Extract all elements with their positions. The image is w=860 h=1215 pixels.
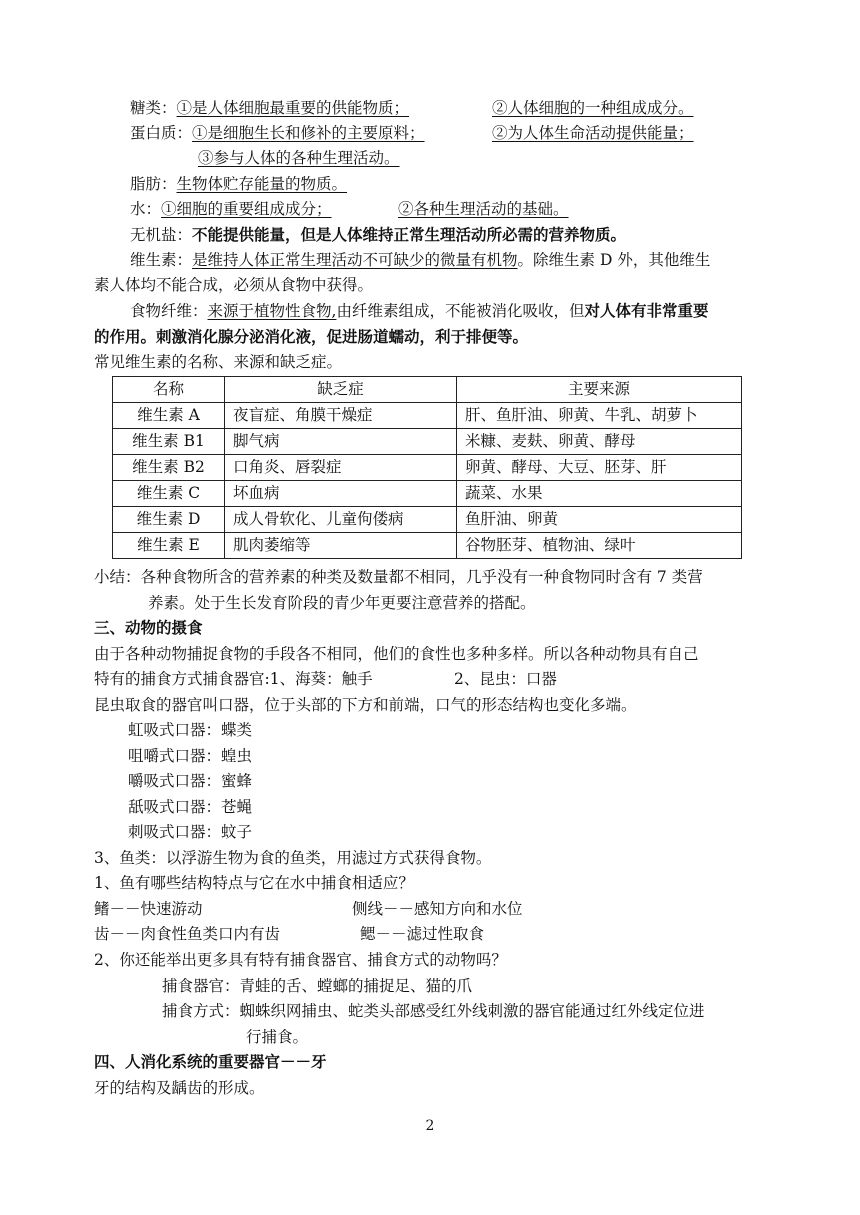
vitamin-line-2: 素人体均不能合成，必须从食物中获得。 [94, 276, 374, 294]
fiber-point-1: 来源于植物性食物, [207, 302, 337, 320]
vitamin-deficiency: 脚气病 [225, 429, 457, 455]
fat-point-1: 生物体贮存能量的物质。 [176, 175, 348, 193]
vitamin-source: 肝、鱼肝油、卵黄、牛乳、胡萝卜 [457, 403, 742, 429]
question-1: 1、鱼有哪些结构特点与它在水中捕食相适应？ [94, 874, 414, 892]
mouthpart-item: 刺吸式口器：蚊子 [128, 823, 253, 841]
fiber-label: 食物纤维： [130, 302, 208, 320]
vitamin-name: 维生素 C [113, 481, 225, 507]
fat-label: 脂肪： [130, 175, 177, 193]
vitamin-deficiency: 成人骨软化、儿童佝偻病 [225, 507, 457, 533]
vitamin-name: 维生素 E [113, 533, 225, 559]
protein-point-1: ①是细胞生长和修补的主要原料； [192, 124, 425, 142]
header-source: 主要来源 [457, 377, 742, 403]
sugar-label: 糖类： [130, 99, 177, 117]
table-header-row [113, 377, 742, 403]
sugar-point-2: ②人体细胞的一种组成成分。 [492, 99, 694, 117]
mineral-label: 无机盐： [130, 226, 193, 244]
water-point-1: ①细胞的重要组成成分； [161, 200, 332, 218]
mouthpart-item: 舐吸式口器：苍蝇 [128, 798, 253, 816]
mineral-line [130, 224, 626, 246]
mouthpart-item: 嚼吸式口器：蜜蜂 [128, 772, 253, 790]
vitamin-name: 维生素 A [113, 403, 225, 429]
water-point-2: ②各种生理活动的基础。 [398, 200, 569, 218]
vitamin-source: 卵黄、酵母、大豆、胚芽、肝 [457, 455, 742, 481]
table-row [113, 481, 742, 507]
vitamin-deficiency: 肌肉萎缩等 [225, 533, 457, 559]
mouthpart-item: 咀嚼式口器：蝗虫 [128, 747, 253, 765]
section4-heading: 四、人消化系统的重要器官－－牙 [94, 1052, 327, 1071]
vitamin-source: 鱼肝油、卵黄 [457, 507, 742, 533]
protein-label: 蛋白质： [130, 124, 193, 142]
fiber-line-2: 的作用。刺激消化腺分泌消化液，促进肠道蠕动，利于排便等。 [94, 327, 529, 346]
summary-line-2: 养素。处于生长发育阶段的青少年更要注意营养的搭配。 [148, 594, 536, 612]
sugar-line [130, 97, 409, 119]
vitamin-label: 维生素： [130, 251, 193, 269]
lateral-line: 侧线－－感知方向和水位 [352, 900, 523, 918]
fin-line: 鳍－－快速游动 [94, 900, 203, 918]
vitamin-name: 维生素 B2 [113, 455, 225, 481]
header-name: 名称 [113, 377, 225, 403]
vitamin-name: 维生素 B1 [113, 429, 225, 455]
vitamin-point-1: 是维持人体正常生理活动不可缺少的微量有机物 [192, 251, 518, 269]
organ-line: 捕食器官：青蛙的舌、螳螂的捕捉足、猫的爪 [162, 977, 473, 995]
mineral-point-1: 不能提供能量，但是人体维持正常生理活动所必需的营养物质。 [192, 225, 627, 244]
vitamin-source: 米糠、麦麸、卵黄、酵母 [457, 429, 742, 455]
water-line [130, 198, 332, 220]
sugar-point-1: ①是人体细胞最重要的供能物质； [176, 99, 410, 117]
gill-line: 鳃－－滤过性取食 [360, 925, 485, 943]
fiber-line [130, 300, 708, 322]
question-2: 2、你还能举出更多具有特有捕食器官、捕食方式的动物吗？ [94, 951, 507, 969]
fiber-point-2: 由纤维素组成，不能被消化吸收，但 [336, 302, 585, 320]
mouthpart-item: 虹吸式口器：蝶类 [128, 721, 253, 739]
teeth-line: 齿－－肉食性鱼类口内有齿 [94, 925, 281, 943]
table-row [113, 429, 742, 455]
table-row [113, 403, 742, 429]
table-row [113, 455, 742, 481]
table-intro: 常见维生素的名称、来源和缺乏症。 [94, 353, 343, 371]
section3-p2a: 特有的捕食方式捕食器官:1、海葵：触手 [94, 670, 373, 688]
vitamin-line [130, 249, 710, 271]
summary-line-1: 小结：各种食物所含的营养素的种类及数量都不相同，几乎没有一种食物同时含有 7 类营 [94, 568, 703, 586]
protein-line [130, 122, 425, 144]
vitamin-table [112, 376, 742, 559]
vitamin-name: 维生素 D [113, 507, 225, 533]
vitamin-deficiency: 夜盲症、角膜干燥症 [225, 403, 457, 429]
protein-point-2: ②为人体生命活动提供能量； [492, 124, 694, 142]
header-deficiency: 缺乏症 [225, 377, 457, 403]
vitamin-source: 蔬菜、水果 [457, 481, 742, 507]
section3-p1: 由于各种动物捕捉食物的手段各不相同，他们的食性也多种多样。所以各种动物具有自己 [94, 645, 699, 663]
fish-line: 3、鱼类：以浮游生物为食的鱼类，用滤过方式获得食物。 [94, 849, 492, 867]
vitamin-source: 谷物胚芽、植物油、绿叶 [457, 533, 742, 559]
fiber-point-3: 对人体有非常重要 [584, 301, 709, 320]
table-row [113, 533, 742, 559]
section3-p3: 昆虫取食的器官叫口器，位于头部的下方和前端，口气的形态结构也变化多端。 [94, 696, 637, 714]
protein-point-3: ③参与人体的各种生理活动。 [198, 149, 400, 167]
vitamin-point-2: 。除维生素 D 外，其他维生 [517, 251, 711, 269]
table-row [113, 507, 742, 533]
page-number: 2 [425, 1118, 435, 1134]
section3-p2b: 2、昆虫：口器 [454, 670, 557, 688]
vitamin-deficiency: 坏血病 [225, 481, 457, 507]
vitamin-deficiency: 口角炎、唇裂症 [225, 455, 457, 481]
section4-p1: 牙的结构及龋齿的形成。 [94, 1079, 265, 1097]
water-label: 水： [130, 200, 162, 218]
section3-heading: 三、动物的摄食 [94, 618, 203, 637]
fat-line [130, 173, 347, 195]
method-line-1: 捕食方式：蜘蛛织网捕虫、蛇类头部感受红外线刺激的器官能通过红外线定位进 [162, 1002, 705, 1020]
method-line-2: 行捕食。 [246, 1028, 309, 1046]
